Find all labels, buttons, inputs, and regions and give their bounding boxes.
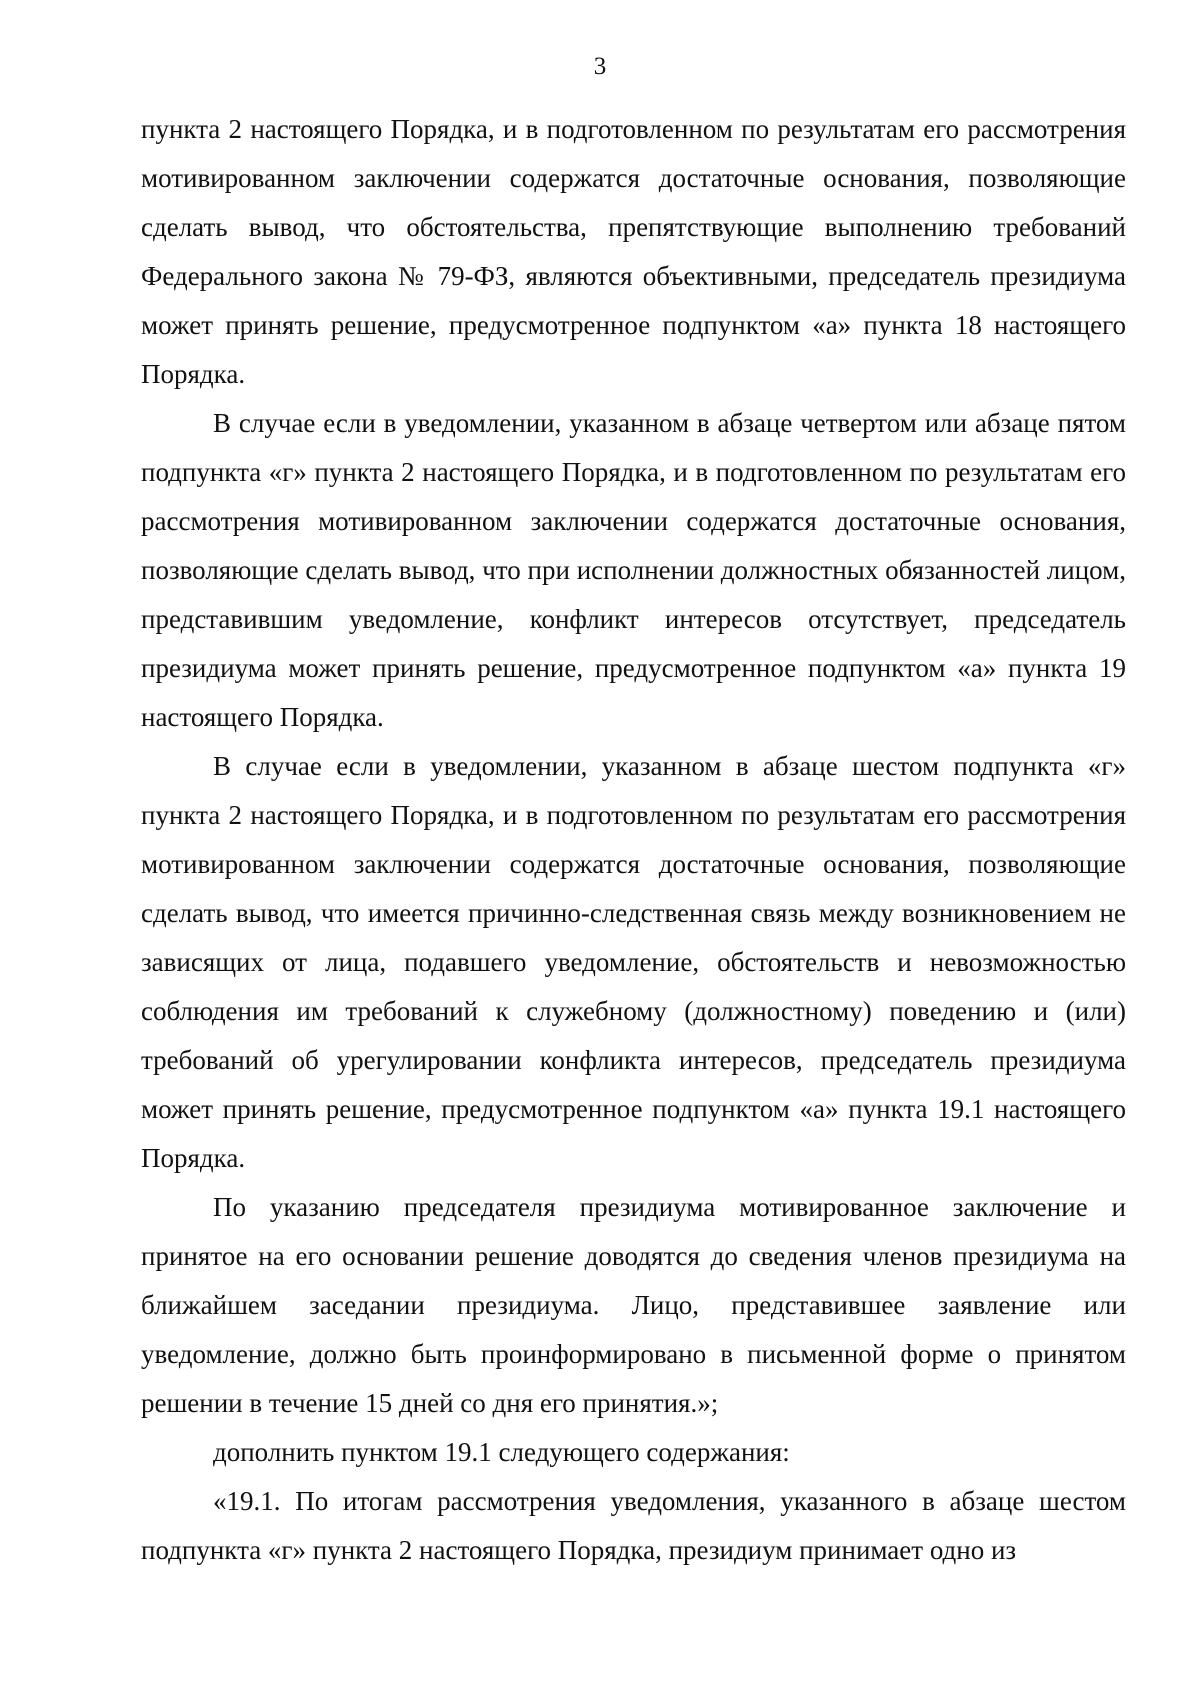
page-number: 3: [593, 53, 607, 80]
paragraph-causal-link: В случае если в уведомлении, указанном в абзаце шестом подпункта «г» пункта 2 настоящего Порядка, и в подготовленном по результатам его рассмотрения мотивированном заключении содержатся достаточные основания, позволяющие сделать вывод, что имеется причинно-следственная связь между возникновением не зависящих от лица, подавшего уведомление, обстоятельств и невозможностью соблюдения им требований к служебному (должностному) поведению и (или) требований об урегулировании конфликта интересов, председатель президиума может принять решение, предусмотренное подпунктом «а» пункта 19.1 настоящего Порядка.: [141, 751, 1126, 1173]
paragraph-conflict-absent: В случае если в уведомлении, указанном в абзаце четвертом или абзаце пятом подпункта «г» пункта 2 настоящего Порядка, и в подготовленном по результатам его рассмотрения мотивированном заключении содержатся достаточные основания, позволяющие сделать вывод, что при исполнении должностных обязанностей лицом, представившим уведомление, конфликт интересов отсутствует, председатель президиума может принять решение, предусмотренное подпунктом «а» пункта 19 настоящего Порядка.: [141, 408, 1126, 732]
document-body: [141, 105, 1126, 1575]
paragraph-notification: По указанию председателя президиума мотивированное заключение и принятое на его основании решение доводятся до сведения членов президиума на ближайшем заседании президиума. Лицо, представившее заявление или уведомление, должно быть проинформировано в письменной форме о принятом решении в течение 15 дней со дня его принятия.»;: [141, 1192, 1126, 1418]
paragraph-amendment: дополнить пунктом 19.1 следующего содержания:: [213, 1437, 790, 1467]
paragraph-clause-19-1: «19.1. По итогам рассмотрения уведомления, указанного в абзаце шестом подпункта «г» пункта 2 настоящего Порядка, президиум принимает одно из: [141, 1486, 1126, 1565]
paragraph-continuation: пункта 2 настоящего Порядка, и в подготовленном по результатам его рассмотрения мотивированном заключении содержатся достаточные основания, позволяющие сделать вывод, что обстоятельства, препятствующие выполнению требований Федерального закона № 79-ФЗ, являются объективными, председатель президиума может принять решение, предусмотренное подпунктом «а» пункта 18 настоящего Порядка.: [141, 114, 1126, 389]
